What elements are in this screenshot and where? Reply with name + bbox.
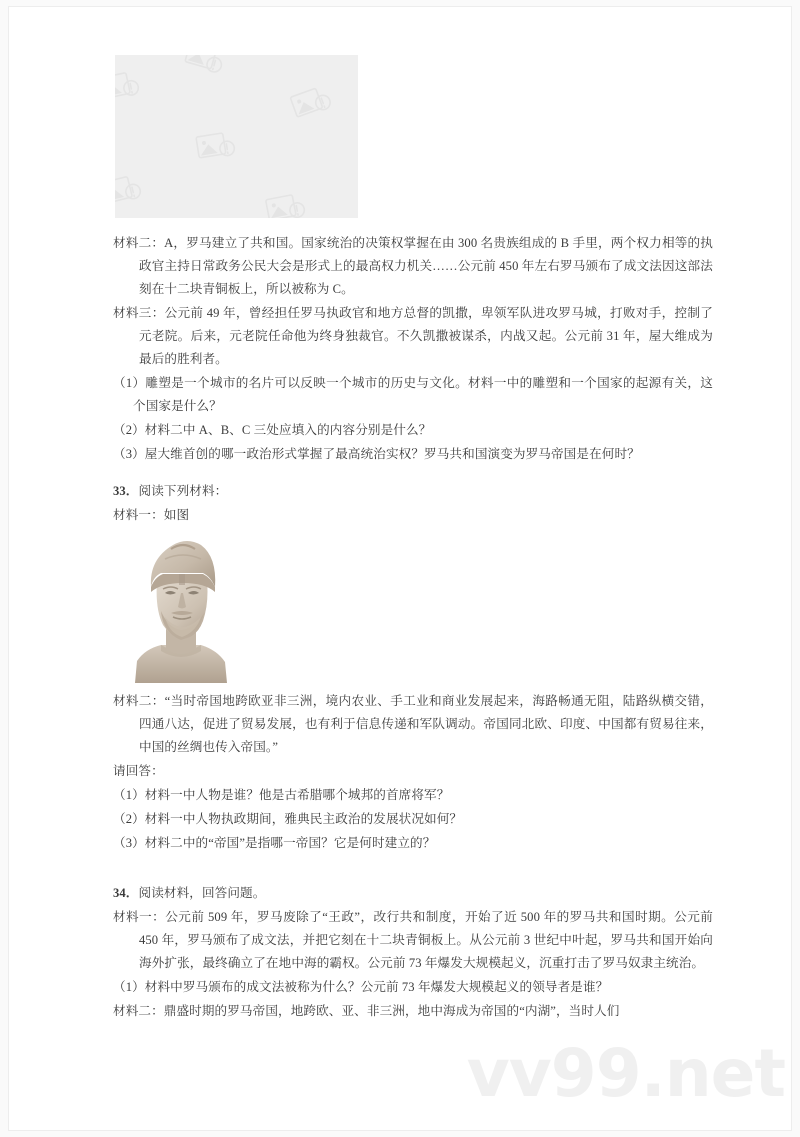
image-placeholder-icon <box>115 173 146 213</box>
q33-sub-question-2: （2）材料一中人物执政期间，雅典民主政治的发展状况如何？ <box>113 812 463 826</box>
document-page <box>8 6 792 1131</box>
q32-sub-question-2: （2）材料二中 A、B、C 三处应填入的内容分别是什么？ <box>113 423 432 437</box>
q32-material-3: 材料三：公元前 49 年，曾经担任罗马执政官和地方总督的凯撒，卑领军队进攻罗马城，打败对手，控制了元老院。后来，元老院任命他为终身独裁官。不久凯撒被谋杀，内战又起。公元前 31 年，屋大维成为最后的胜利者。 <box>113 306 713 366</box>
q34-sub-question-1: （1）材料中罗马颁布的成文法被称为什么？公元前 73 年爆发大规模起义的领导者是谁？ <box>113 980 609 994</box>
image-placeholder-icon <box>115 69 144 108</box>
q33-heading <box>113 480 713 503</box>
q33-sub-question-3: （3）材料二中的“帝国”是指哪一帝国？它是何时建立的？ <box>113 836 436 850</box>
q34-material-1: 材料一：公元前 509 年，罗马废除了“王政”，改行共和制度，开始了近 500 年的罗马共和国时期。公元前 450 年，罗马颁布了成文法，并把它刻在十二块青铜板上。从公元前 3 世纪中叶起，罗马共和国开始向海外扩张，最终确立了在地中海的霸权。公元前 73 年爆发大规模起义，沉重打击了罗马奴隶主统治。 <box>113 910 713 970</box>
pericles-bust-image <box>121 533 241 683</box>
document-content <box>113 55 713 1024</box>
broken-image-placeholder <box>115 55 358 218</box>
q34-heading <box>113 882 713 905</box>
image-placeholder-icon <box>182 55 229 81</box>
site-watermark: vv99.net <box>466 1035 785 1112</box>
q33-number: 33． <box>113 484 139 498</box>
q33-answer-prompt: 请回答： <box>113 764 164 778</box>
q33-material-2: 材料二：“当时帝国地跨欧亚非三洲，境内农业、手工业和商业发展起来，海路畅通无阻，陆路纵横交错，四通八达，促进了贸易发展，也有利于信息传递和军队调动。帝国同北欧、印度、中国都有贸易往来，中国的丝绸也传入帝国。” <box>113 694 713 754</box>
q34-title: 阅读材料，回答问题。 <box>138 886 266 900</box>
image-placeholder-icon <box>195 130 239 167</box>
q33-sub-question-1: （1）材料一中人物是谁？他是古希腊哪个城邦的首席将军？ <box>113 788 450 802</box>
image-placeholder-icon <box>264 191 309 218</box>
q34-number: 34． <box>113 886 139 900</box>
q32-sub-question-1: （1）雕塑是一个城市的名片可以反映一个城市的历史与文化。材料一中的雕塑和一个国家的起源有关，这个国家是什么？ <box>113 376 713 413</box>
q33-title: 阅读下列材料： <box>138 484 228 498</box>
q32-material-2: 材料二：A，罗马建立了共和国。国家统治的决策权掌握在由 300 名贵族组成的 B 手里，两个权力相等的执政官主持日常政务公民大会是形式上的最高权力机关……公元前 450 年左右罗马颁布了成文法因这部法刻在十二块青铜板上，所以被称为 C。 <box>113 236 713 296</box>
q32-sub-question-3: （3）屋大维首创的哪一政治形式掌握了最高统治实权？罗马共和国演变为罗马帝国是在何时？ <box>113 447 640 461</box>
image-placeholder-icon <box>289 83 337 126</box>
q34-material-2: 材料二：鼎盛时期的罗马帝国，地跨欧、亚、非三洲，地中海成为帝国的“内湖”，当时人们 <box>113 1004 620 1018</box>
page-inner <box>9 7 791 1130</box>
q33-material-1-label: 材料一：如图 <box>113 508 190 522</box>
